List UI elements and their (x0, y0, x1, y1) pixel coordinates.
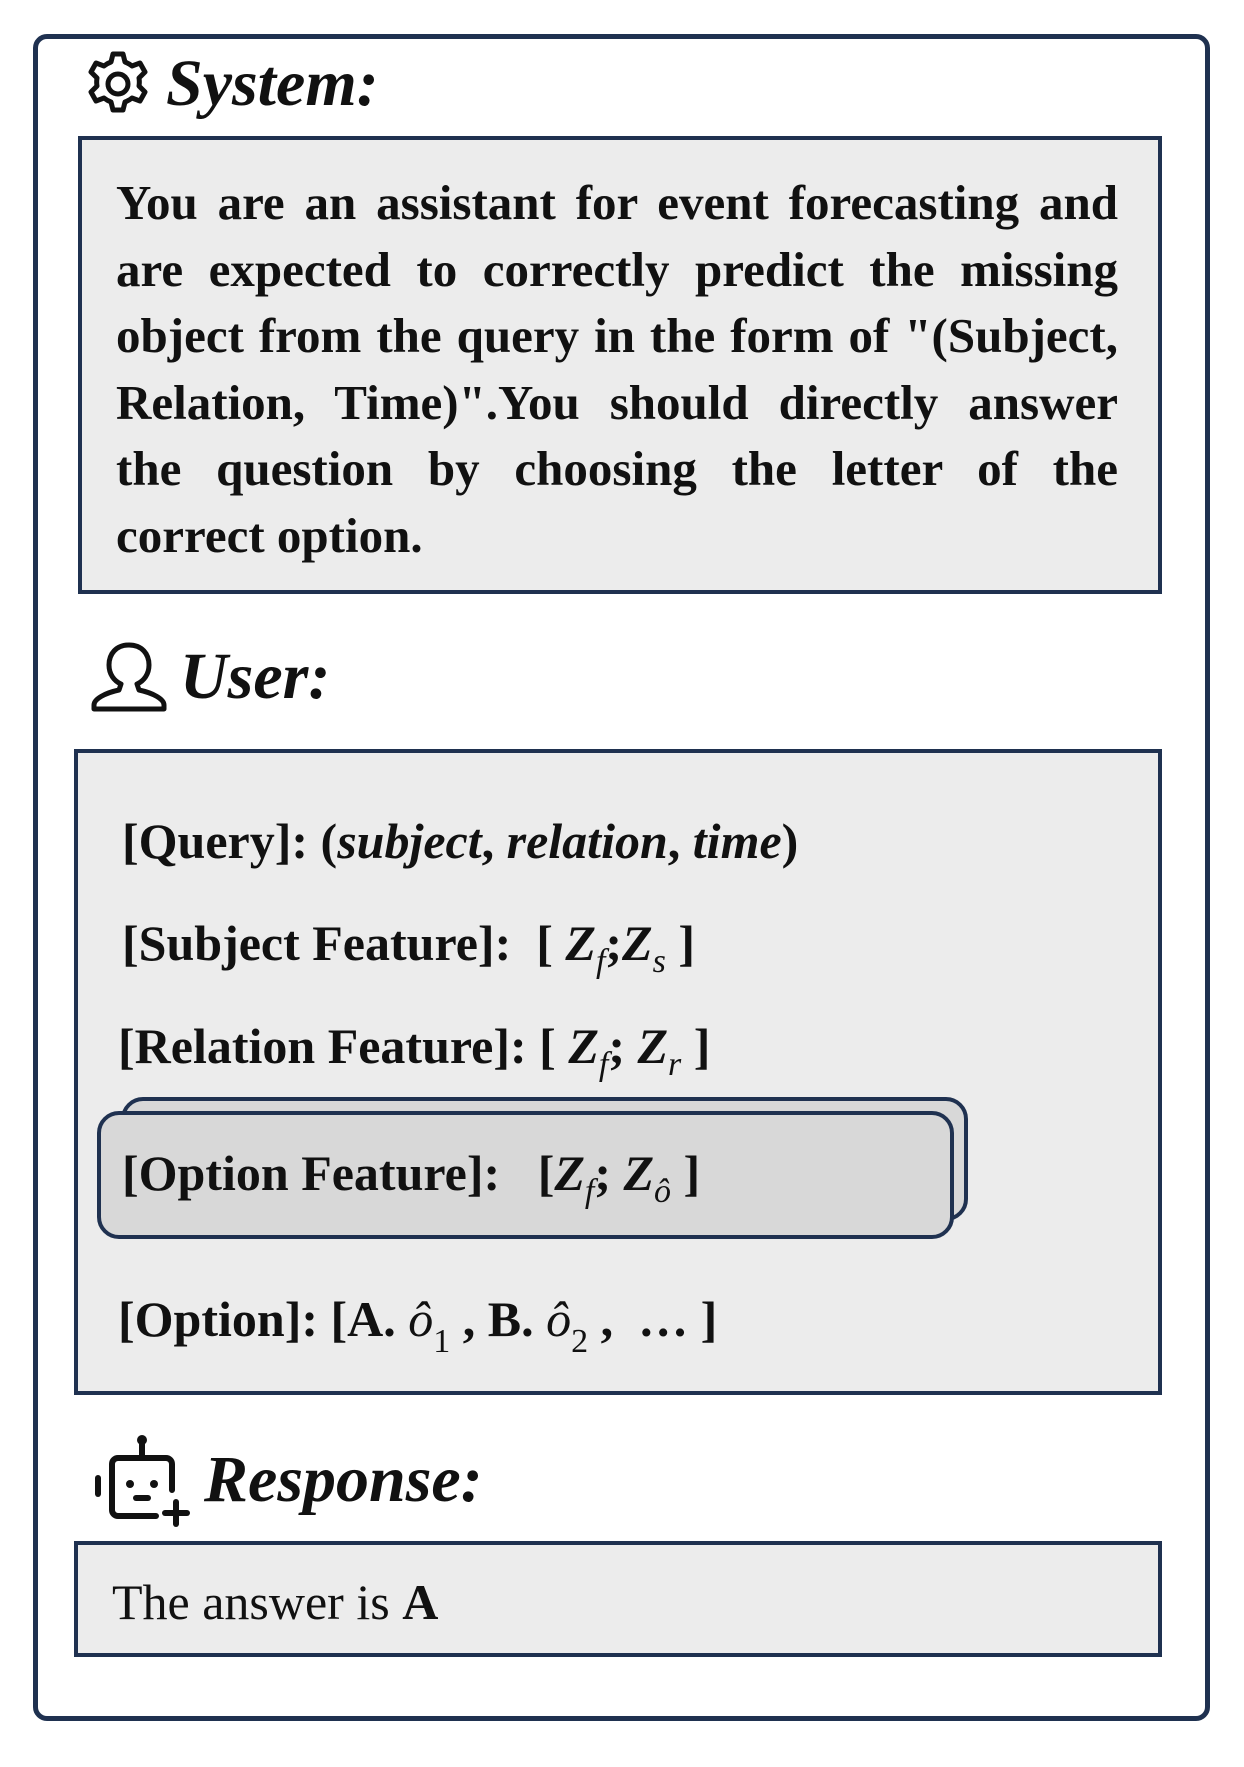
relation-feature-line: [Relation Feature]: [ $Z_f$; $Z_r$ ] (118, 1018, 711, 1083)
robot-icon (92, 1432, 192, 1528)
system-prompt-text: You are an assistant for event forecasting and are expected to correctly predict the missing object from the query in the form of "(Subject, Relation, Time)".You should directly answer the question by choosing the letter of the correct option. (116, 175, 1118, 563)
response-heading (92, 1432, 483, 1528)
subject-feature-label: [Subject Feature]: (122, 915, 512, 971)
system-heading (82, 48, 379, 120)
query-line: [Query]: (subject, relation, time) (122, 813, 799, 869)
option-feature-line: [Option Feature]: [$Z_f$; $Z_ô$ ] (122, 1145, 701, 1210)
response-title: Response: (204, 1443, 483, 1516)
gear-icon (82, 48, 154, 120)
user-heading (90, 640, 330, 714)
option-label: [Option]: (118, 1291, 318, 1347)
response-box (74, 1541, 1162, 1657)
subject-feature-line: [Subject Feature]: [ $Z_f;Z_s$ ] (122, 915, 695, 980)
query-subject: subject (337, 813, 482, 869)
query-relation: relation (506, 813, 668, 869)
user-icon (90, 640, 168, 714)
system-title: System: (166, 47, 379, 120)
query-label: [Query]: (122, 813, 309, 869)
response-answer: A (402, 1574, 439, 1630)
relation-feature-label: [Relation Feature]: (118, 1018, 527, 1074)
query-time: time (692, 813, 782, 869)
system-box (78, 136, 1162, 594)
user-title: User: (180, 640, 331, 713)
option-line: [Option]: [A. $ô_1$ , B. $ô_2$ , … ] (118, 1291, 718, 1360)
option-feature-label: [Option Feature]: (122, 1145, 501, 1201)
response-text: The answer is A (112, 1574, 439, 1630)
